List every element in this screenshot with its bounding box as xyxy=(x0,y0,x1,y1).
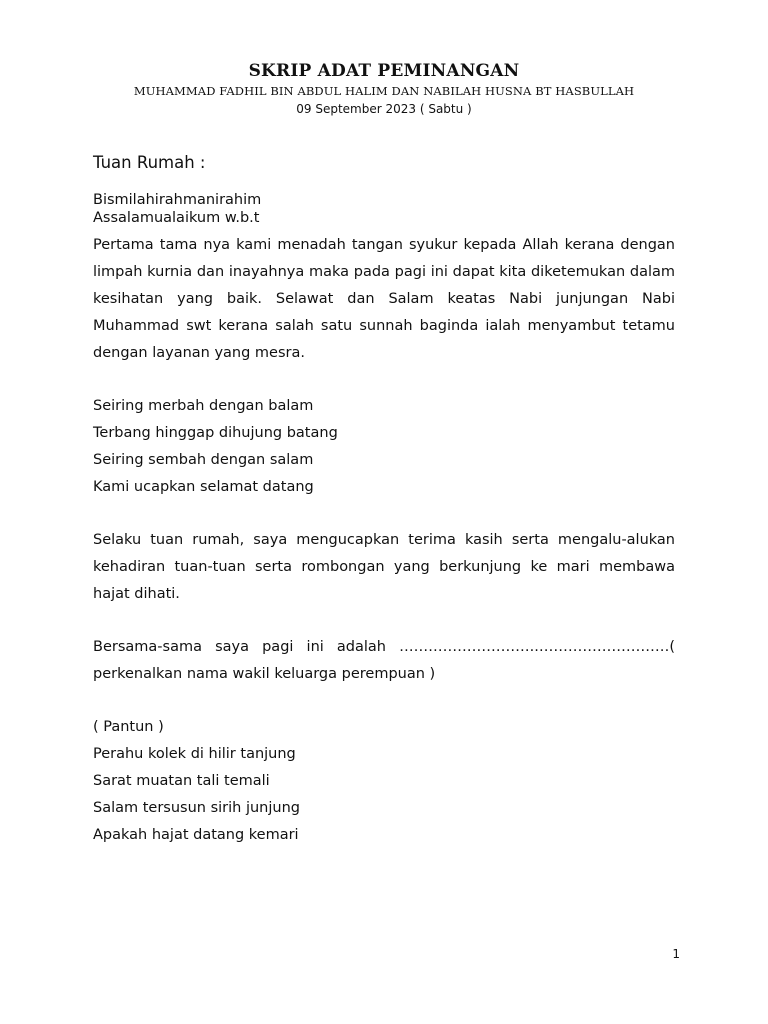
page-number: 1 xyxy=(672,947,680,961)
welcome-paragraph: Selaku tuan rumah, saya mengucapkan terima kasih serta mengalu-alukan kehadiran tuan-tuan serta rombongan yang berkunjung ke mari membawa hajat dihati. xyxy=(93,532,675,602)
pantun-line: Apakah hajat datang kemari xyxy=(93,827,299,843)
pantun-line: Sarat muatan tali temali xyxy=(93,773,270,789)
document-header xyxy=(0,60,768,118)
pantun-line: Perahu kolek di hilir tanjung xyxy=(93,746,296,762)
document-date: 09 September 2023 ( Sabtu ) xyxy=(296,102,472,116)
greeting-line: Assalamualaikum w.b.t xyxy=(93,210,260,226)
opening-paragraph: Pertama tama nya kami menadah tangan syukur kepada Allah kerana dengan limpah kurnia dan inayahnya maka pada pagi ini dapat kita diketemukan dalam kesihatan yang baik. Selawat dan Salam keatas Nabi junjungan Nabi Muhammad swt kerana salah satu sunnah baginda ialah menyambut tetamu dengan layanan yang mesra. xyxy=(93,237,675,361)
pantun-label: ( Pantun ) xyxy=(93,719,164,735)
pantun-question xyxy=(93,714,675,849)
pantun-line: Seiring merbah dengan balam xyxy=(93,398,314,414)
pantun-welcome xyxy=(93,393,675,501)
document-subtitle: MUHAMMAD FADHIL BIN ABDUL HALIM DAN NABILAH HUSNA BT HASBULLAH xyxy=(133,84,635,98)
greetings xyxy=(93,191,675,227)
pantun-line: Salam tersusun sirih junjung xyxy=(93,800,300,816)
section-heading: Tuan Rumah : xyxy=(93,153,206,172)
greeting-line: Bismilahirahmanirahim xyxy=(93,192,262,208)
pantun-line: Terbang hinggap dihujung batang xyxy=(93,425,338,441)
pantun-line: Seiring sembah dengan salam xyxy=(93,452,314,468)
document-title: SKRIP ADAT PEMINANGAN xyxy=(248,61,520,81)
pantun-line: Kami ucapkan selamat datang xyxy=(93,479,314,495)
introduction-paragraph: Bersama-sama saya pagi ini adalah ………………………..………………………( perkenalkan nama wakil keluarga perempuan ) xyxy=(93,639,675,682)
